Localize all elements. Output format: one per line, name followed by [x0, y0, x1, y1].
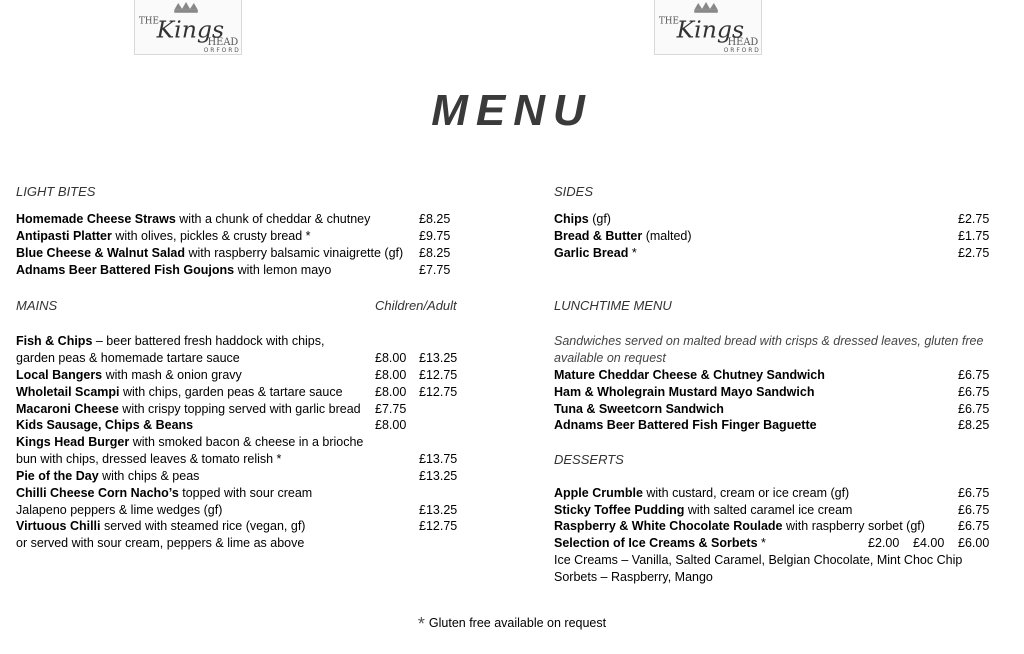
- asterisk-icon: *: [417, 614, 425, 634]
- item-price: £6.75: [958, 368, 990, 382]
- item-desc: – beer battered fresh haddock with chips,: [92, 334, 325, 348]
- price-large: £6.00: [958, 536, 990, 550]
- item-desc: with olives, pickles & crusty bread *: [111, 229, 311, 243]
- lunchtime-heading: LUNCHTIME MENU: [554, 298, 672, 313]
- item-name: Blue Cheese & Walnut Salad: [16, 246, 186, 260]
- item-desc: with crispy topping served with garlic bread: [118, 402, 361, 416]
- item-desc: or served with sour cream, peppers & lime as above: [16, 536, 305, 550]
- menu-item: [554, 486, 994, 503]
- mains-heading: MAINS: [16, 298, 58, 313]
- lunchtime-note-line2: available on request: [554, 351, 666, 365]
- menu-item: [554, 246, 994, 263]
- item-desc: served with steamed rice (vegan, gf): [100, 519, 306, 533]
- child-price: £8.00: [375, 351, 407, 365]
- item-name: Local Bangers: [16, 368, 103, 382]
- item-price: £6.75: [958, 503, 990, 517]
- logo-text-orford: ORFORD: [723, 48, 761, 54]
- adult-price: £13.25: [419, 503, 458, 517]
- menu-item: [554, 503, 994, 520]
- item-name: Chips: [554, 212, 589, 226]
- menu-item: [16, 418, 476, 435]
- menu-item: [554, 212, 994, 229]
- item-name: Garlic Bread: [554, 246, 629, 260]
- logo-text-head: HEAD: [727, 37, 759, 49]
- menu-item: [16, 519, 476, 536]
- adult-price: £13.25: [419, 351, 458, 365]
- item-name: Ham & Wholegrain Mustard Mayo Sandwich: [554, 385, 815, 399]
- item-name: Antipasti Platter: [16, 229, 112, 243]
- footer-note: [0, 614, 1024, 635]
- footer-text: Gluten free available on request: [428, 616, 607, 630]
- child-price: £8.00: [375, 368, 407, 382]
- menu-item: [16, 385, 476, 402]
- menu-item: [16, 351, 476, 368]
- logo-text-the: THE: [138, 16, 159, 27]
- light-bites-heading: LIGHT BITES: [16, 184, 96, 199]
- item-name: Apple Crumble: [554, 486, 643, 500]
- item-name: Chilli Cheese Corn Nacho’s: [16, 486, 179, 500]
- item-desc: (gf): [588, 212, 611, 226]
- item-name: Virtuous Chilli: [16, 519, 101, 533]
- menu-item: [16, 229, 476, 246]
- item-desc: (malted): [642, 229, 692, 243]
- item-price: £8.25: [419, 212, 451, 226]
- adult-price: £13.75: [419, 452, 458, 466]
- item-desc: garden peas & homemade tartare sauce: [16, 351, 240, 365]
- item-name: Fish & Chips: [16, 334, 93, 348]
- item-name: Pie of the Day: [16, 469, 99, 483]
- item-name: Kings Head Burger: [16, 435, 130, 449]
- crown-logo-icon: [135, 0, 241, 54]
- menu-item: [16, 263, 476, 280]
- sides-heading: SIDES: [554, 184, 594, 199]
- menu-item: [554, 418, 994, 435]
- item-desc: with mash & onion gravy: [102, 368, 242, 382]
- item-price: £6.75: [958, 385, 990, 399]
- adult-price: £12.75: [419, 385, 458, 399]
- item-desc: bun with chips, dressed leaves & tomato relish *: [16, 452, 282, 466]
- item-name: Mature Cheddar Cheese & Chutney Sandwich: [554, 368, 825, 382]
- item-desc: topped with sour cream: [178, 486, 313, 500]
- menu-item: [16, 486, 476, 503]
- item-desc: with custard, cream or ice cream (gf): [642, 486, 850, 500]
- item-price: £8.25: [419, 246, 451, 260]
- item-name: Homemade Cheese Straws: [16, 212, 176, 226]
- item-name: Macaroni Cheese: [16, 402, 119, 416]
- item-name: Adnams Beer Battered Fish Goujons: [16, 263, 235, 277]
- menu-item: [16, 452, 476, 469]
- menu-title: MENU: [431, 86, 593, 135]
- item-name: Kids Sausage, Chips & Beans: [16, 418, 194, 432]
- child-price: £7.75: [375, 402, 407, 416]
- crown-logo-icon: [655, 0, 761, 54]
- adult-price: £12.75: [419, 519, 458, 533]
- item-price: £6.75: [958, 402, 990, 416]
- kings-head-logo-right: [654, 0, 762, 55]
- menu-item: [16, 469, 476, 486]
- item-name: Raspberry & White Chocolate Roulade: [554, 519, 783, 533]
- desserts-heading: DESSERTS: [554, 452, 624, 467]
- logo-text-kings: Kings: [676, 15, 745, 44]
- child-price: £8.00: [375, 385, 407, 399]
- logo-text-kings: Kings: [156, 15, 225, 44]
- item-price: £6.75: [958, 519, 990, 533]
- adult-price: £13.25: [419, 469, 458, 483]
- menu-item: [554, 385, 994, 402]
- menu-item: [16, 212, 476, 229]
- item-price: £2.75: [958, 212, 990, 226]
- lunchtime-note-line1: Sandwiches served on malted bread with crisps & dressed leaves, gluten free: [554, 334, 984, 348]
- item-desc: with raspberry balsamic vinaigrette (gf): [185, 246, 404, 260]
- item-price: £8.25: [958, 418, 990, 432]
- item-desc: with smoked bacon & cheese in a brioche: [129, 435, 364, 449]
- item-desc: with salted caramel ice cream: [684, 503, 853, 517]
- item-price: £2.75: [958, 246, 990, 260]
- item-price: £9.75: [419, 229, 451, 243]
- menu-item: [16, 334, 476, 351]
- adult-price: £12.75: [419, 368, 458, 382]
- menu-item: [16, 503, 476, 520]
- children-adult-heading: Children/Adult: [375, 298, 457, 313]
- item-desc: with chips, garden peas & tartare sauce: [119, 385, 343, 399]
- ice-cream-flavours: Ice Creams – Vanilla, Salted Caramel, Belgian Chocolate, Mint Choc Chip: [554, 553, 963, 567]
- logo-text-orford: ORFORD: [203, 48, 241, 54]
- menu-item: [554, 368, 994, 385]
- child-price: £8.00: [375, 418, 407, 432]
- item-desc: with lemon mayo: [234, 263, 332, 277]
- item-desc: *: [757, 536, 766, 550]
- item-name: Adnams Beer Battered Fish Finger Baguette: [554, 418, 817, 432]
- item-name: Bread & Butter: [554, 229, 643, 243]
- item-name: Tuna & Sweetcorn Sandwich: [554, 402, 724, 416]
- menu-item: [554, 519, 994, 536]
- item-desc: with chips & peas: [98, 469, 200, 483]
- item-price: £1.75: [958, 229, 990, 243]
- menu-item: [16, 246, 476, 263]
- sorbet-flavours: Sorbets – Raspberry, Mango: [554, 570, 713, 584]
- item-desc: Jalapeno peppers & lime wedges (gf): [16, 503, 223, 517]
- logo-text-head: HEAD: [207, 37, 239, 49]
- item-price: £6.75: [958, 486, 990, 500]
- kings-head-logo-left: [134, 0, 242, 55]
- item-price: £7.75: [419, 263, 451, 277]
- item-desc: with raspberry sorbet (gf): [782, 519, 925, 533]
- price-small: £2.00: [868, 536, 900, 550]
- menu-item: [554, 536, 994, 553]
- item-name: Selection of Ice Creams & Sorbets: [554, 536, 758, 550]
- logo-text-the: THE: [658, 16, 679, 27]
- menu-item: [554, 402, 994, 419]
- item-name: Wholetail Scampi: [16, 385, 120, 399]
- menu-item: [554, 229, 994, 246]
- menu-item: [16, 402, 476, 419]
- item-name: Sticky Toffee Pudding: [554, 503, 685, 517]
- menu-item: [16, 536, 476, 553]
- price-medium: £4.00: [913, 536, 945, 550]
- item-desc: *: [628, 246, 637, 260]
- menu-item: [16, 435, 476, 452]
- item-desc: with a chunk of cheddar & chutney: [175, 212, 371, 226]
- menu-item: [16, 368, 476, 385]
